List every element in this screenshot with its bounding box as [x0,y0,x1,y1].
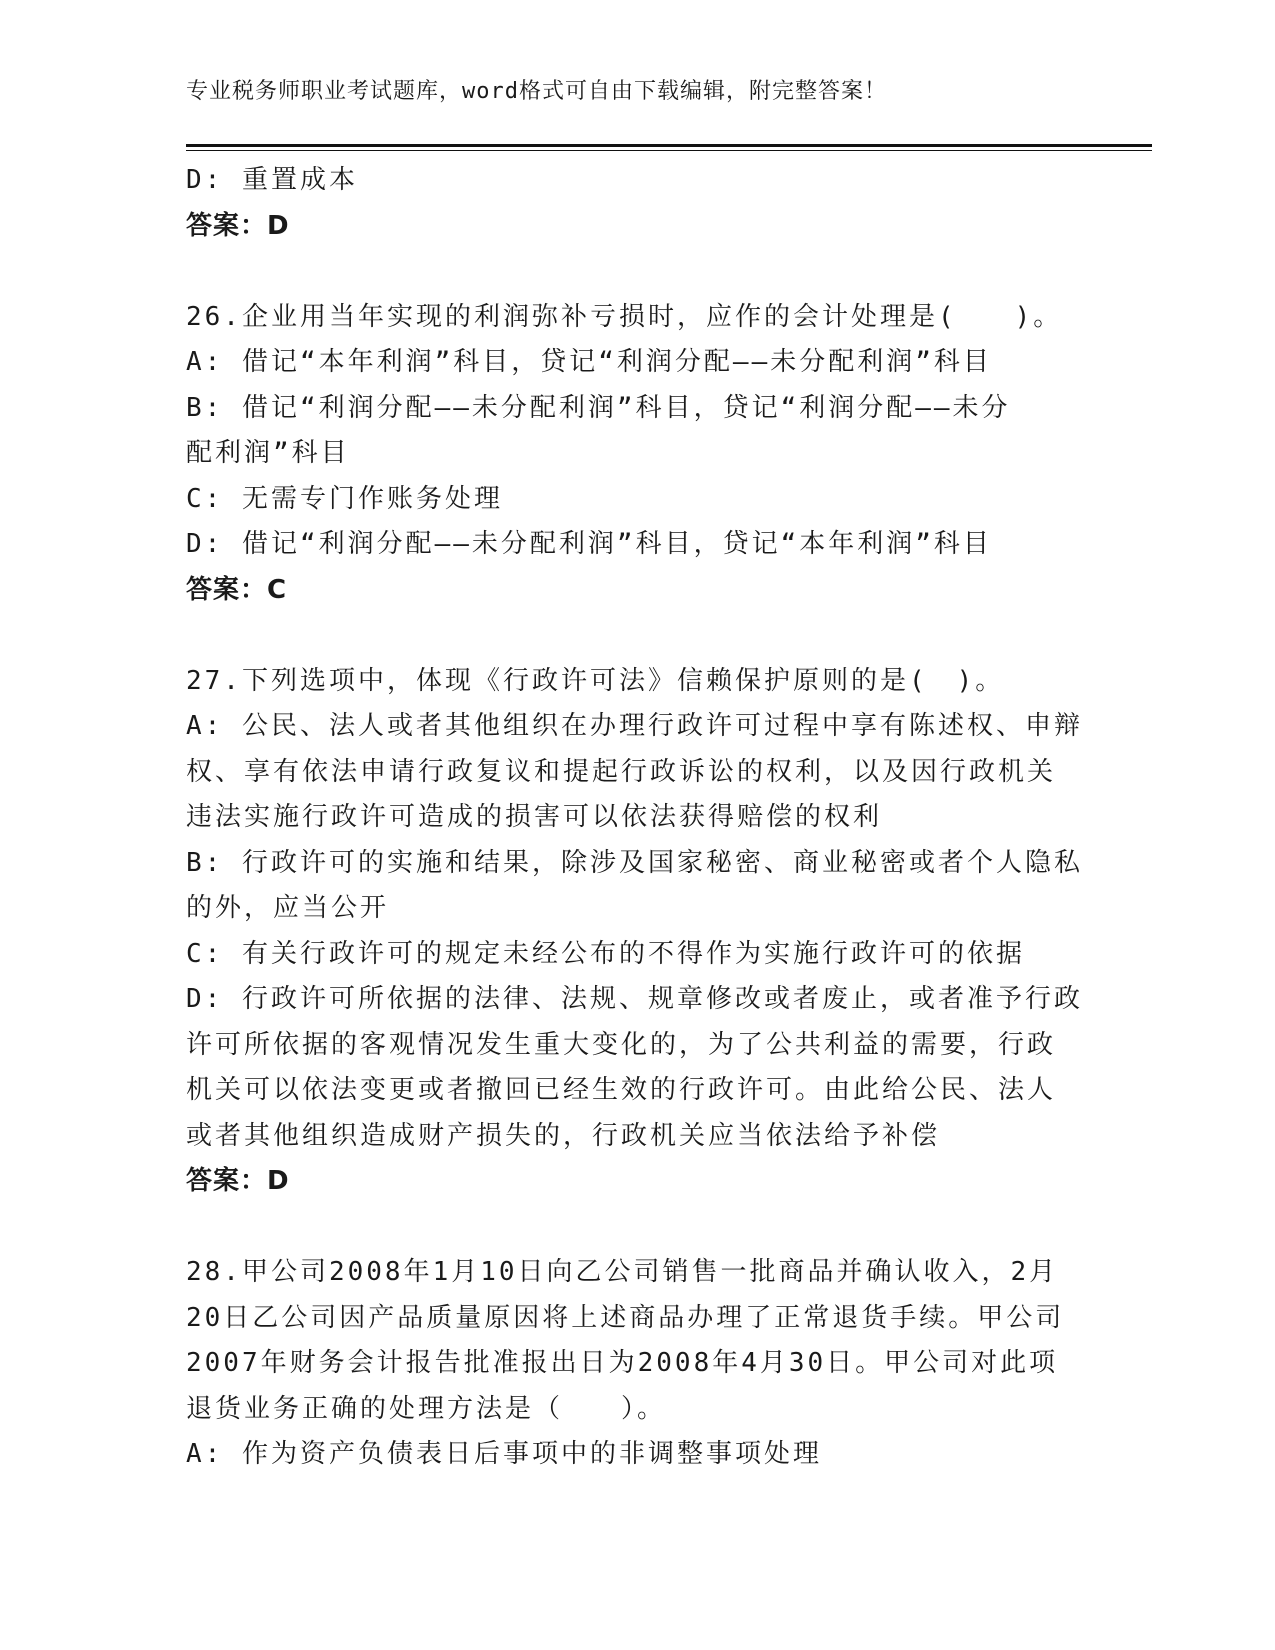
option-line: D: 行政许可所依据的法律、法规、规章修改或者废止，或者准予行政 [186,984,1083,1014]
option-line: A: 作为资产负债表日后事项中的非调整事项处理 [186,1439,822,1469]
question-line: 26.企业用当年实现的利润弥补亏损时，应作的会计处理是( )。 [186,301,1063,332]
question-line: 27.下列选项中，体现《行政许可法》信赖保护原则的是( )。 [186,665,1005,696]
option-line: C: 有关行政许可的规定未经公布的不得作为实施行政许可的依据 [186,938,1025,969]
option-line: B: 借记“利润分配——未分配利润”科目，贷记“利润分配——未分 [186,392,1011,423]
question-line: 2007年财务会计报告批准报出日为2008年4月30日。甲公司对此项 [186,1348,1059,1378]
option-line: C: 无需专门作账务处理 [186,483,503,514]
spacer [186,613,1086,659]
option-line: A: 公民、法人或者其他组织在办理行政许可过程中享有陈述权、申辩 [186,711,1083,741]
answer-line: 答案：D [186,1166,290,1196]
option-line: 机关可以依法变更或者撤回已经生效的行政许可。由此给公民、法人 [186,1075,1057,1105]
option-line: 违法实施行政许可造成的损害可以依法获得赔偿的权利 [186,802,883,832]
question-line: 20日乙公司因产品质量原因将上述商品办理了正常退货手续。甲公司 [186,1302,1065,1333]
option-line: 的外，应当公开 [186,893,390,923]
answer-line: 答案：D [186,210,290,241]
spacer [186,1205,1086,1251]
page-header: 专业税务师职业考试题库，word格式可自由下载编辑，附完整答案！ [186,79,887,104]
option-line: 许可所依据的客观情况发生重大变化的，为了公共利益的需要，行政 [186,1029,1057,1060]
option-line: D: 重置成本 [186,165,358,195]
question-line: 28.甲公司2008年1月10日向乙公司销售一批商品并确认收入，2月 [186,1257,1059,1287]
option-line: 或者其他组织造成财产损失的，行政机关应当依法给予补偿 [186,1120,941,1151]
option-line: 权、享有依法申请行政复议和提起行政诉讼的权利，以及因行政机关 [186,756,1057,787]
option-line: 配利润”科目 [186,438,350,468]
spacer [186,249,1086,295]
header-rule-thick [186,144,1152,147]
question-line: 退货业务正确的处理方法是（ ）。 [186,1393,667,1424]
option-line: A: 借记“本年利润”科目，贷记“利润分配——未分配利润”科目 [186,347,992,377]
option-line: B: 行政许可的实施和结果，除涉及国家秘密、商业秘密或者个人隐私 [186,847,1083,878]
header-rule-thin [186,150,1152,151]
option-line: D: 借记“利润分配——未分配利润”科目，贷记“本年利润”科目 [186,529,992,559]
answer-line: 答案：C [186,574,288,605]
document-body [186,158,1086,1478]
